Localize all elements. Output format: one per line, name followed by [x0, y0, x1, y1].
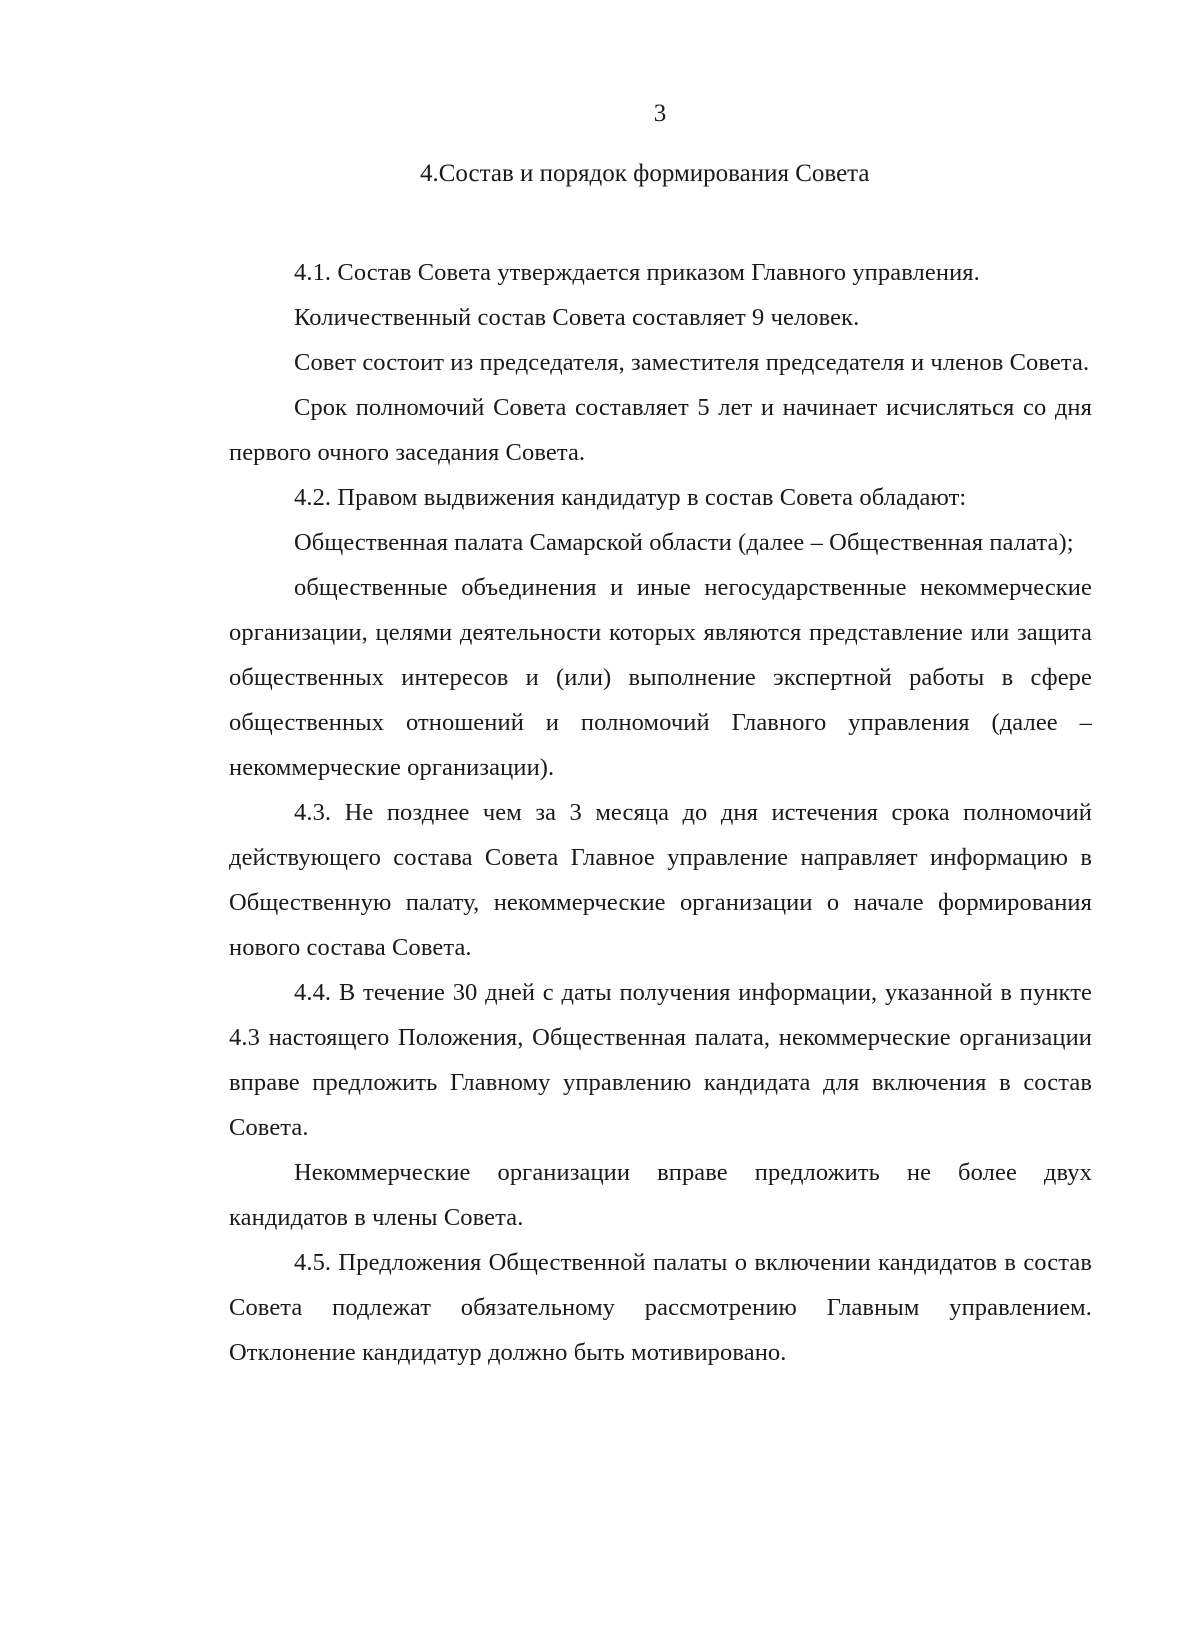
paragraph: Совет состоит из председателя, заместителя председателя и членов Совета.	[294, 349, 1090, 376]
paragraph: Общественная палата Самарской области (далее – Общественная палата);	[294, 529, 1074, 556]
paragraph: 4.2. Правом выдвижения кандидатур в состав Совета обладают:	[294, 484, 967, 511]
section-title: 4.Состав и порядок формирования Совета	[420, 160, 870, 187]
paragraph: Некоммерческие организации вправе предложить не более двух кандидатов в члены Совета.	[229, 1159, 1092, 1231]
paragraph: Количественный состав Совета составляет 9 человек.	[294, 304, 860, 331]
document-body	[229, 250, 1092, 1375]
paragraph: 4.5. Предложения Общественной палаты о включении кандидатов в состав Совета подлежат обязательному рассмотрению Главным управлением. Отклонение кандидатур должно быть мотивировано.	[229, 1249, 1092, 1366]
paragraph: общественные объединения и иные негосударственные некоммерческие организации, целями деятельности которых являются представление или защита общественных интересов и (или) выполнение экспертной работы в сфере общественных отношений и полномочий Главного управления (далее – некоммерческие организации).	[229, 574, 1092, 781]
paragraph: 4.4. В течение 30 дней с даты получения информации, указанной в пункте 4.3 настоящего Положения, Общественная палата, некоммерческие организации вправе предложить Главному управлению кандидата для включения в состав Совета.	[229, 979, 1092, 1141]
paragraph: 4.3. Не позднее чем за 3 месяца до дня истечения срока полномочий действующего состава Совета Главное управление направляет информацию в Общественную палату, некоммерческие организации о начале формирования нового состава Совета.	[229, 799, 1092, 961]
paragraph: 4.1. Состав Совета утверждается приказом Главного управления.	[294, 259, 980, 286]
page-number: 3	[653, 100, 667, 127]
paragraph: Срок полномочий Совета составляет 5 лет и начинает исчисляться со дня первого очного заседания Совета.	[229, 394, 1092, 466]
